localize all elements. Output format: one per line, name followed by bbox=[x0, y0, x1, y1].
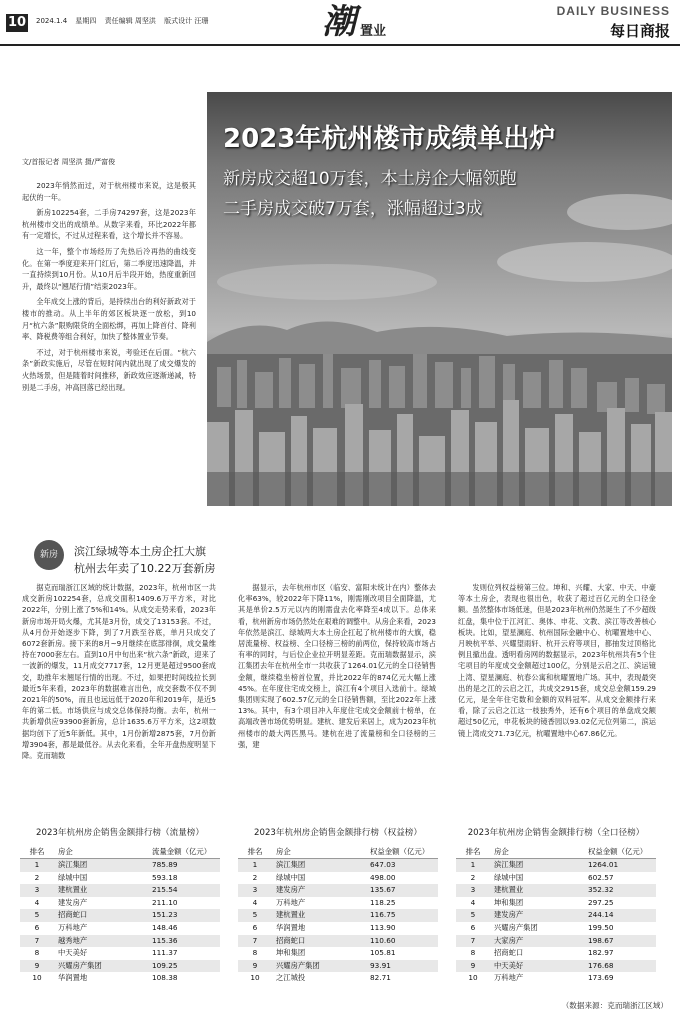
body-column-3 bbox=[458, 582, 656, 739]
rank-cell: 9 bbox=[252, 960, 258, 970]
company-cell: 绿城中国 bbox=[58, 872, 88, 882]
amount-cell: 244.14 bbox=[588, 910, 614, 920]
company-cell: 建发房产 bbox=[494, 910, 524, 920]
header-amount: 权益金额（亿元） bbox=[370, 847, 430, 856]
paper-name-cn: 每日商报 bbox=[609, 22, 670, 40]
company-cell: 华润置地 bbox=[58, 973, 88, 983]
rank-cell: 10 bbox=[468, 973, 478, 983]
rank-cell: 2 bbox=[252, 872, 258, 882]
rank-cell: 4 bbox=[34, 897, 40, 907]
editor-credit: 责任编辑 周坚洪 bbox=[104, 17, 156, 25]
rank-cell: 1 bbox=[252, 860, 258, 869]
section-name: 置业 bbox=[360, 24, 387, 39]
amount-cell: 199.50 bbox=[588, 922, 614, 932]
amount-cell: 352.32 bbox=[588, 885, 614, 895]
body-column-2 bbox=[238, 582, 436, 750]
body-text: 据显示，去年杭州市区（临安、富阳未统计在内）整体去化率63%，较2022年下降11%，刚需刚改项目全面降温，尤其是单价2.5万元以内的刚需盘去化率降至4成以下。总体来看，杭州新房市场仍然处在艰难的调整中。从房企来看，2023年依然是滨江、绿城两大本土房企扛起了杭州楼市的大旗，稳居流量榜、权益榜、全口径榜三榜的前两位，保持较高市场占有率的同时，与后位企业拉开明显差距。克而瑞数据显示，滨江集团去年在杭州全市一共收获了1264.01亿元的全口径销售金额，继续稳坐榜首位置，并比2022年的874亿元大幅上涨45%。在年度住宅成交榜上，滨江有4个项目入选前十。绿城集团则实现了602.57亿元的全口径销售额，至比2022年上涨13%。其中，有3个项目冲入年度住宅成交金额前十榜单，在高端改善市场优势明显。建杭、建发后来居上，成为2023年杭州楼市的最大两匹黑马。建杭在进了流量榜和全口径榜的三强，建 bbox=[238, 583, 436, 749]
company-cell: 建杭置业 bbox=[276, 910, 306, 920]
ranking-table-full bbox=[456, 826, 656, 985]
amount-cell: 109.25 bbox=[152, 960, 178, 970]
table-row bbox=[20, 960, 220, 973]
header-company: 房企 bbox=[58, 847, 73, 856]
amount-cell: 211.10 bbox=[152, 897, 178, 907]
table-row bbox=[238, 859, 438, 872]
rank-cell: 6 bbox=[252, 922, 258, 932]
table-row bbox=[456, 922, 656, 935]
table-row bbox=[456, 909, 656, 922]
amount-cell: 602.57 bbox=[588, 872, 614, 882]
amount-cell: 182.97 bbox=[588, 948, 614, 958]
amount-cell: 105.81 bbox=[370, 948, 396, 958]
intro-paragraph: 这一年，整个市场经历了先热后冷再热的曲线变化。在第一季度迎来开门红后，第二季度迅速降温，并一直持续到10月份。从10月后半段开始，热度重新回升，最终以“翘尾行情”结束2023年。 bbox=[22, 246, 196, 291]
amount-cell: 215.54 bbox=[152, 885, 178, 895]
table-title: 2023年杭州房企销售金额排行榜（流量榜） bbox=[36, 828, 204, 838]
company-cell: 滨江集团 bbox=[276, 860, 306, 869]
issue-date: 2024.1.4 bbox=[36, 17, 68, 25]
subheadline-2: 二手房成交破7万套，涨幅超过3成 bbox=[223, 199, 483, 219]
rank-cell: 8 bbox=[34, 948, 40, 958]
table-row bbox=[238, 872, 438, 885]
design-credit: 版式设计 汪珊 bbox=[164, 17, 209, 25]
company-cell: 招商蛇口 bbox=[494, 948, 524, 958]
body-text: 发则位列权益榜第三位。坤和、兴耀、大家、中天、中豪等本土房企，表现也很出色，收获了超过百亿元的全口径金额。虽然整体市场低迷，但是2023年杭州仍然诞生了不少超级红盘，集中位于江河汇、奥体、申花、文教、滨江等改善核心板块。比如，望星澜庭、杭州国际金融中心、杭曜置地中心、月映杭平举、兴耀望雨轩、杭开云府等项目，都抽发过顶格比例且撤出盘。透明看房网的数据显示，2023年杭州共有5个住宅项目的年度成交金额超过100亿，分别是云启之江、滨运镜上湾、望星澜庭、杭春公寓和杭曜置地广场。其中，表现最突出的是之江的云启之江，共成交2915套，成交总金额159.29亿元，是全年住宅数和金额的双料冠军。从成交金额排行来看，除了云启之江这一枝独秀外，还有6个项目的单盘成交额超过50亿元，申花板块的镜香园以93.02亿元位列第二，滨运镜上湾成交71.73亿元，杭曜置地中心67.86亿元。 bbox=[458, 583, 656, 738]
intro-paragraph: 2023年悄然而过，对于杭州楼市来说，这是极其起伏的一年。 bbox=[22, 181, 196, 202]
rank-cell: 10 bbox=[32, 973, 42, 983]
ranking-table-flow bbox=[20, 826, 220, 985]
amount-cell: 593.18 bbox=[152, 872, 178, 882]
table-title: 2023年杭州房企销售金额排行榜（权益榜） bbox=[254, 828, 422, 838]
table-header bbox=[20, 844, 220, 859]
intro-paragraph: 新房102254套，二手房74297套，这是2023年杭州楼市交出的成绩单。从数字来看，环比2022年都有一定增长，不过从过程来看，这个增长并不容易。 bbox=[22, 208, 196, 241]
header-company: 房企 bbox=[494, 847, 509, 856]
intro-paragraph: 全年成交上涨的背后，是持续出台的利好新政对于楼市的推动。从上半年的郊区板块逐一放松，到10月“杭六条”限购限贷的全面松绑，再加上降首付、降利率、降税费等组合利好，加快了整体置业节奏。 bbox=[22, 297, 196, 342]
amount-cell: 198.67 bbox=[588, 935, 614, 945]
company-cell: 中天美好 bbox=[494, 960, 524, 970]
company-cell: 万科地产 bbox=[494, 973, 524, 983]
amount-cell: 116.75 bbox=[370, 910, 396, 920]
issue-weekday: 星期四 bbox=[75, 17, 97, 25]
rank-cell: 6 bbox=[34, 922, 40, 932]
company-cell: 万科地产 bbox=[58, 922, 88, 932]
ranking-table-equity bbox=[238, 826, 438, 985]
rank-cell: 5 bbox=[252, 910, 258, 920]
intro-paragraph: 不过，对于杭州楼市来说，考验还在后面。“杭六条”新政实施后，尽管在短时间内就出现了成交爆发的火热场景，但是随着时间推移，新政效应逐渐递减，特别是二手房，冲高回落已经出现。 bbox=[22, 347, 196, 392]
table-header bbox=[238, 844, 438, 859]
company-cell: 坤和集团 bbox=[494, 897, 524, 907]
table-header bbox=[456, 844, 656, 859]
amount-cell: 82.71 bbox=[370, 973, 391, 983]
rank-cell: 7 bbox=[252, 935, 258, 945]
table-row bbox=[238, 909, 438, 922]
table-row bbox=[20, 935, 220, 948]
table-row bbox=[238, 935, 438, 948]
headline: 2023年杭州楼市成绩单出炉 bbox=[223, 124, 556, 154]
table-row bbox=[20, 897, 220, 910]
company-cell: 绿城中国 bbox=[276, 872, 306, 882]
company-cell: 建杭置业 bbox=[494, 885, 524, 895]
table-row bbox=[456, 935, 656, 948]
rank-cell: 3 bbox=[470, 885, 476, 895]
table-row bbox=[456, 897, 656, 910]
table-row bbox=[456, 872, 656, 885]
table-row bbox=[456, 960, 656, 973]
table-row bbox=[456, 859, 656, 872]
company-cell: 滨江集团 bbox=[58, 860, 88, 869]
body-column-1 bbox=[22, 582, 216, 761]
subhead-line-2: 杭州去年卖了10.22万套新房 bbox=[74, 562, 216, 575]
company-cell: 绿城中国 bbox=[494, 872, 524, 882]
amount-cell: 115.36 bbox=[152, 935, 178, 945]
table-body bbox=[456, 859, 656, 985]
company-cell: 兴耀房产集团 bbox=[58, 960, 102, 970]
table-row bbox=[238, 960, 438, 973]
company-cell: 兴耀房产集团 bbox=[276, 960, 320, 970]
body-text: 据克而瑞浙江区域的统计数据，2023年，杭州市区一共成交新房102254套，总成交面积1409.6万平方米，对比2022年，分别上涨了5%和14%。从成交走势来看，2023年新房市场开局火爆，尤其是3月份，成交了13153套。不过，从4月份开始逐步下降，到了7月跌至谷底，单月只成交了6072套新房。接下来的8月~9月继续在底部徘徊，成交量维持在7000套左右。直到10月中旬出来“杭六条”新政，迎来了一波新的爆发，11月成交7717套，12月更是超过9500套成交，助推年末翘尾行情的出现。不过，如果把时间线拉长到最近5年来看，2023年的数据难言出色，成交套数不仅不到2021年的50%，而且也远远低于2020年和2019年，是近5年的第二低。市场供应与成交总体保持均衡。去年，杭州一共新增供应93900套新房，总计1635.6万平方米，这2项数据均创下了近5年新低。其中，1月份新增2875套，7月份新增3904套，都是最低谷。从去化来看，全年开盘热度明显下降。克而瑞数 bbox=[22, 583, 216, 761]
table-row bbox=[238, 947, 438, 960]
rank-cell: 8 bbox=[470, 948, 476, 958]
table-row bbox=[238, 972, 438, 985]
rank-cell: 5 bbox=[470, 910, 476, 920]
amount-cell: 173.69 bbox=[588, 973, 614, 983]
amount-cell: 1264.01 bbox=[588, 860, 619, 869]
section-tag: 新房 bbox=[34, 540, 64, 570]
amount-cell: 647.03 bbox=[370, 860, 396, 869]
table-row bbox=[20, 972, 220, 985]
header-meta bbox=[36, 16, 214, 26]
amount-cell: 110.60 bbox=[370, 935, 396, 945]
company-cell: 越秀地产 bbox=[58, 935, 88, 945]
rank-cell: 5 bbox=[34, 910, 40, 920]
rank-cell: 9 bbox=[470, 960, 476, 970]
rank-cell: 10 bbox=[250, 973, 260, 983]
table-row bbox=[238, 922, 438, 935]
table-body bbox=[20, 859, 220, 985]
page-number: 10 bbox=[7, 15, 27, 30]
table-body bbox=[238, 859, 438, 985]
page-header bbox=[0, 0, 680, 46]
table-row bbox=[20, 859, 220, 872]
amount-cell: 111.37 bbox=[152, 948, 178, 958]
header-company: 房企 bbox=[276, 847, 291, 856]
table-row bbox=[238, 884, 438, 897]
company-cell: 建发房产 bbox=[58, 897, 88, 907]
header-amount: 流量金额（亿元） bbox=[152, 847, 212, 856]
table-row bbox=[456, 947, 656, 960]
table-row bbox=[456, 972, 656, 985]
table-row bbox=[456, 884, 656, 897]
intro-text bbox=[22, 180, 196, 397]
table-row bbox=[20, 884, 220, 897]
rank-cell: 3 bbox=[252, 885, 258, 895]
table-row bbox=[20, 922, 220, 935]
byline: 文/首报记者 周坚洪 摄/严富俊 bbox=[22, 158, 116, 166]
amount-cell: 148.46 bbox=[152, 922, 178, 932]
amount-cell: 135.67 bbox=[370, 885, 396, 895]
amount-cell: 151.23 bbox=[152, 910, 178, 920]
data-source-note: （数据来源：克而瑞浙江区域） bbox=[561, 1001, 668, 1010]
subheadline-1: 新房成交超10万套，本土房企大幅领跑 bbox=[223, 169, 517, 189]
paper-name-en: DAILY BUSINESS bbox=[556, 4, 670, 18]
company-cell: 建杭置业 bbox=[58, 885, 88, 895]
header-amount: 权益金额（亿元） bbox=[588, 847, 648, 856]
company-cell: 之江城投 bbox=[276, 973, 306, 983]
rank-cell: 7 bbox=[470, 935, 476, 945]
company-cell: 中天美好 bbox=[58, 948, 88, 958]
section-logo-char: 潮 bbox=[322, 2, 356, 42]
table-row bbox=[238, 897, 438, 910]
company-cell: 招商蛇口 bbox=[58, 910, 88, 920]
table-row bbox=[20, 947, 220, 960]
amount-cell: 785.89 bbox=[152, 860, 178, 869]
rank-cell: 1 bbox=[470, 860, 476, 869]
table-row bbox=[20, 909, 220, 922]
company-cell: 万科地产 bbox=[276, 897, 306, 907]
rank-cell: 8 bbox=[252, 948, 258, 958]
hero-photo bbox=[207, 92, 672, 506]
amount-cell: 108.38 bbox=[152, 973, 178, 983]
rank-cell: 3 bbox=[34, 885, 40, 895]
company-cell: 大家房产 bbox=[494, 935, 524, 945]
company-cell: 建发房产 bbox=[276, 885, 306, 895]
rank-cell: 6 bbox=[470, 922, 476, 932]
company-cell: 滨江集团 bbox=[494, 860, 524, 869]
amount-cell: 93.91 bbox=[370, 960, 391, 970]
table-title: 2023年杭州房企销售金额排行榜（全口径榜） bbox=[467, 828, 645, 838]
amount-cell: 113.90 bbox=[370, 922, 396, 932]
company-cell: 华润置地 bbox=[276, 922, 306, 932]
header-rank: 排名 bbox=[247, 847, 263, 856]
rank-cell: 9 bbox=[34, 960, 40, 970]
rank-cell: 2 bbox=[34, 872, 40, 882]
amount-cell: 118.25 bbox=[370, 897, 396, 907]
company-cell: 坤和集团 bbox=[276, 948, 306, 958]
amount-cell: 498.00 bbox=[370, 872, 396, 882]
rank-cell: 2 bbox=[470, 872, 476, 882]
table-row bbox=[20, 872, 220, 885]
subhead-line-1: 滨江绿城等本土房企扛大旗 bbox=[74, 545, 206, 558]
header-rank: 排名 bbox=[29, 847, 45, 856]
company-cell: 兴耀房产集团 bbox=[494, 922, 538, 932]
rank-cell: 7 bbox=[34, 935, 40, 945]
amount-cell: 176.68 bbox=[588, 960, 614, 970]
company-cell: 招商蛇口 bbox=[276, 935, 306, 945]
rank-cell: 4 bbox=[252, 897, 258, 907]
rank-cell: 4 bbox=[470, 897, 476, 907]
amount-cell: 297.25 bbox=[588, 897, 614, 907]
header-rank: 排名 bbox=[465, 847, 481, 856]
rank-cell: 1 bbox=[34, 860, 40, 869]
